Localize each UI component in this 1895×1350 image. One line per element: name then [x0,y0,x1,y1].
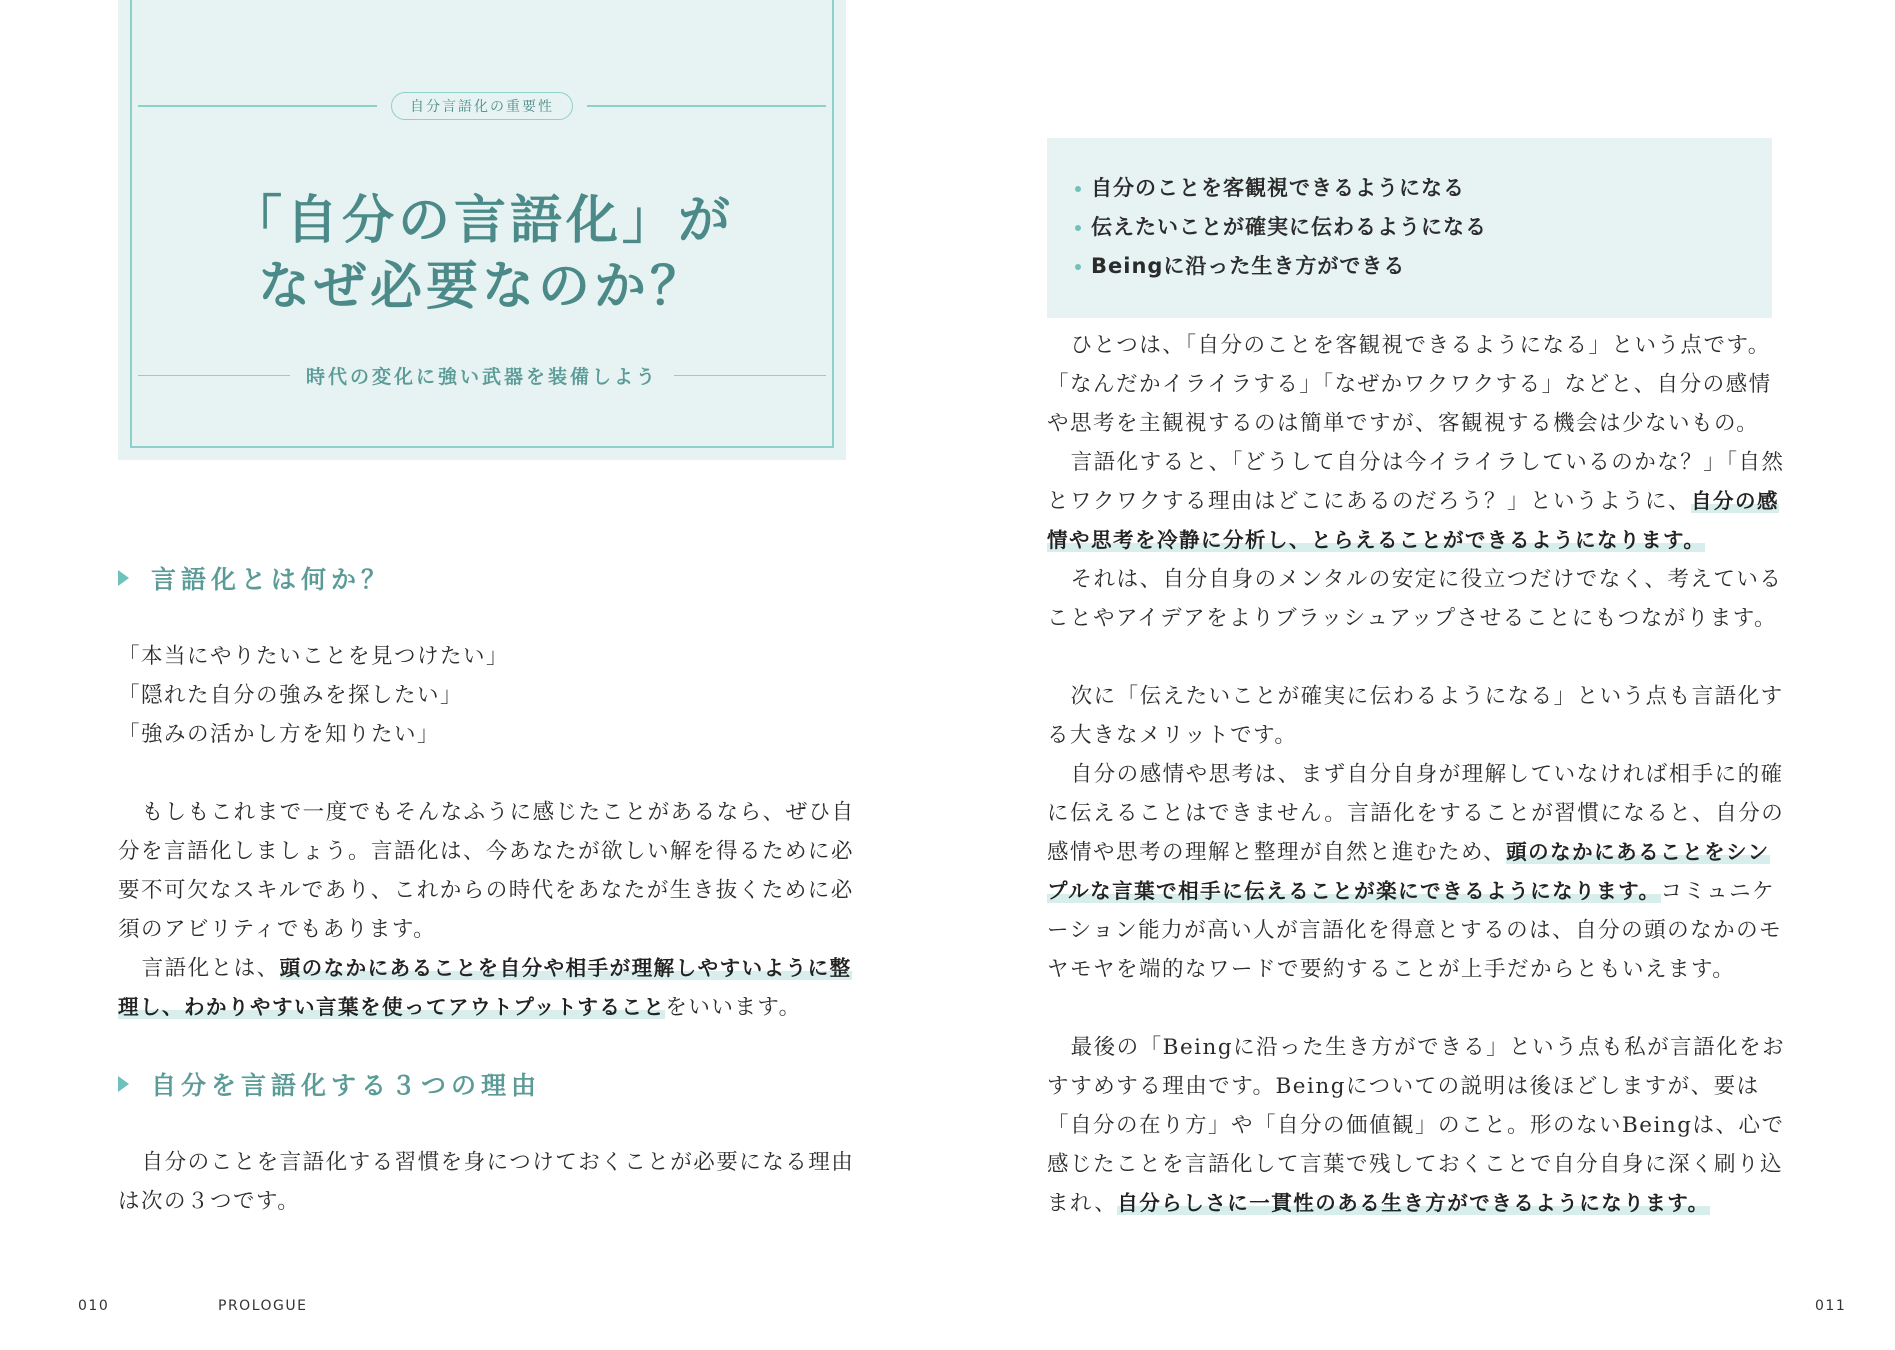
body-paragraph: 最後の「Beingに沿った生き方ができる」という点も私が言語化をおすすめする理由です。Beingについての説明は後ほどしますが、要は「自分の在り方」や「自分の価値観」のこと。形のないBeingは、心で感じたことを言語化して言葉で残しておくことで自分自身に深く刷り込まれ、自分らしさに一貫性のある生き方ができるようになります。 [1047,1035,1786,1216]
page-number-right: 011 [1815,1298,1847,1314]
body-paragraph: 次に「伝えたいことが確実に伝わるようになる」という点も言語化する大きなメリットです。 [1047,684,1784,748]
section2-body [118,1143,858,1221]
divider-line [587,105,826,107]
section-heading-three-reasons [118,1066,541,1102]
triangle-bullet-icon [118,570,129,586]
list-item: 伝えたいことが確実に伝わるようになる [1075,208,1772,247]
reason1-body [1047,326,1787,1223]
left-page [0,0,947,1350]
right-page [947,0,1895,1350]
highlighted-text: 自分らしさに一貫性のある生き方ができるようになります。 [1117,1191,1710,1215]
body-paragraph: 自分のことを言語化する習慣を身につけておくことが必要になる理由は次の３つです。 [118,1150,855,1214]
divider-line [138,375,290,377]
category-row [138,92,826,120]
section-heading-what-is-verbalization [118,560,391,596]
quote-line: 「隠れた自分の強みを探したい」 [118,683,464,708]
body-paragraph: もしもこれまで一度でもそんなふうに感じたことがあるなら、ぜひ自分を言語化しましょう。言語化は、今あなたが欲しい解を得るために必要不可欠なスキルであり、これからの時代をあなたが生き抜くために必須のアビリティでもあります。 [118,800,855,942]
page-title-line2: なぜ必要なのか？ [257,257,706,317]
bullet-dot-icon [1075,186,1081,192]
running-head: PROLOGUE [218,1298,308,1314]
body-paragraph: 言語化すると、「どうして自分は今イライラしているのかな？」「自然とワクワクする理由はどこにあるのだろう？」というように、自分の感情や思考を冷静に分析し、とらえることができるようになります。 [1047,450,1785,552]
page-subtitle: 時代の変化に強い武器を装備しよう [306,366,659,388]
category-pill: 自分言語化の重要性 [391,92,573,120]
highlighted-text: 頭のなかにあることを自分や相手が理解しやすいように整理し、わかりやすい言葉を使ってアウトプットすること [118,956,852,1019]
page-title [118,188,846,320]
body-paragraph: 自分の感情や思考は、まず自分自身が理解していなければ相手に的確に伝えることはできません。言語化をすることが習慣になると、自分の感情や思考の理解と整理が自然と進むため、頭のなかにあることをシンプルな言葉で相手に伝えることが楽にできるようになります。コミュニケーション能力が高い人が言語化を得意とするのは、自分の頭のなかのモヤモヤを端的なワードで要約することが上手だからともいえます。 [1047,762,1785,982]
section-heading-text: 自分を言語化する３つの理由 [151,1071,542,1100]
divider-line [138,105,377,107]
bullet-dot-icon [1075,225,1081,231]
reasons-box [1047,138,1772,318]
subtitle-row [138,362,826,389]
highlighted-text: 頭のなかにあることをシンプルな言葉で相手に伝えることが楽にできるようになります。 [1047,840,1770,903]
page-number-left: 010 [78,1298,110,1314]
body-paragraph: 言語化とは、頭のなかにあることを自分や相手が理解しやすいように整理し、わかりやすい言葉を使ってアウトプットすることをいいます。 [118,956,852,1020]
reasons-list [1047,138,1772,286]
list-item: 自分のことを客観視できるようになる [1075,169,1772,208]
title-box [118,0,846,460]
triangle-bullet-icon [118,1076,129,1092]
highlighted-text: 自分の感情や思考を冷静に分析し、とらえることができるようになります。 [1047,489,1780,552]
page-title-line1: 「自分の言語化」が [229,191,734,251]
section1-body [118,637,858,1027]
bullet-dot-icon [1075,264,1081,270]
list-item: Beingに沿った生き方ができる [1075,247,1772,286]
body-paragraph: それは、自分自身のメンタルの安定に役立つだけでなく、考えていることやアイデアをよりブラッシュアップさせることにもつながります。 [1047,567,1783,631]
divider-line [674,375,826,377]
quote-line: 「本当にやりたいことを見つけたい」 [118,644,510,669]
section-heading-text: 言語化とは何か？ [151,565,392,594]
body-paragraph: ひとつは、「自分のことを客観視できるようになる」という点です。「なんだかイライラする」「なぜかワクワクする」などと、自分の感情や思考を主観視するのは簡単ですが、客観視する機会は少ないもの。 [1047,333,1772,436]
quote-line: 「強みの活かし方を知りたい」 [118,722,441,747]
